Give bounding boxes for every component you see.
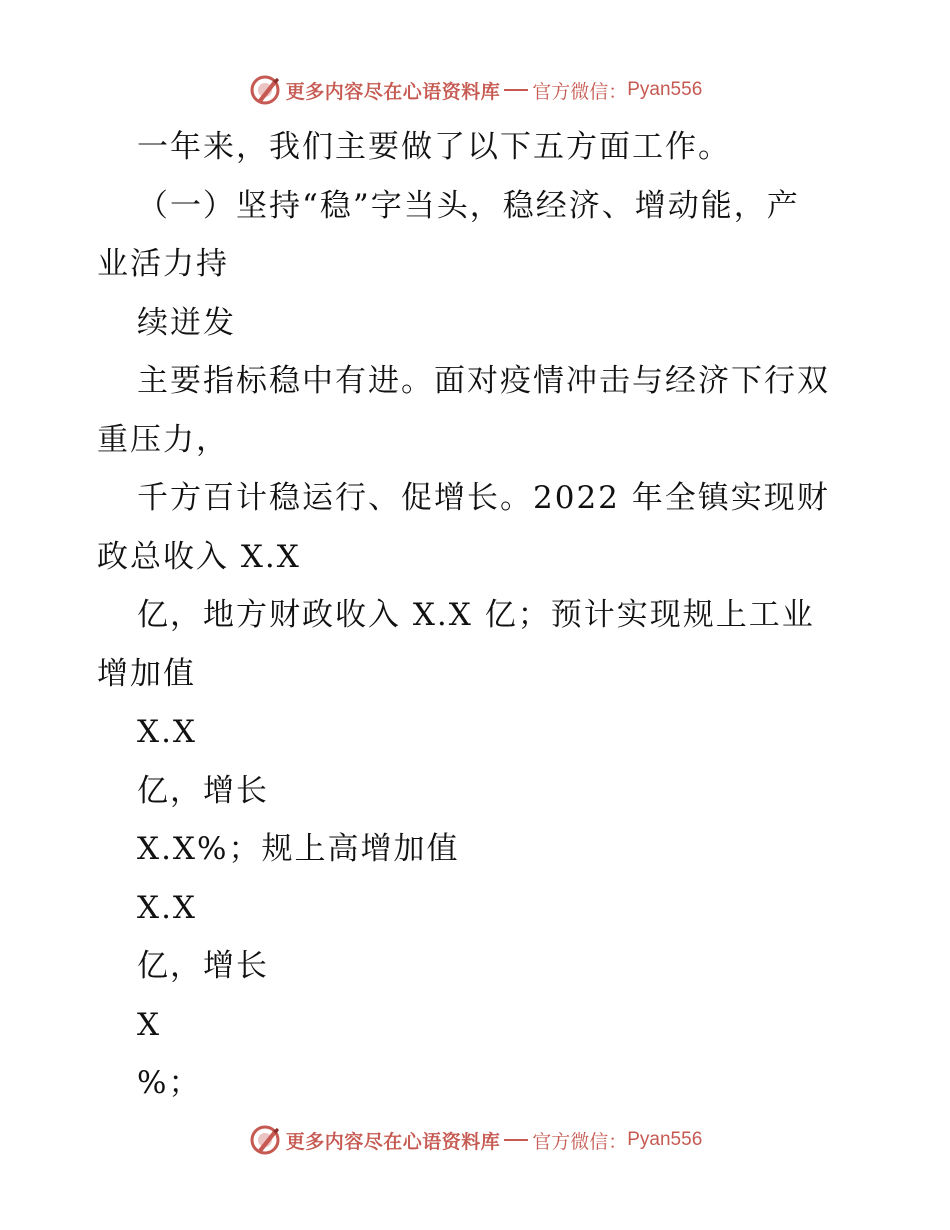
watermark-text: 更多内容尽在心语资料库 [285, 1130, 501, 1153]
watermark-dash [504, 1139, 528, 1141]
text-line: 业活力持 [97, 246, 229, 282]
text-line: X.X%；规上高增加值 [137, 831, 460, 867]
text-line: %； [137, 1065, 202, 1101]
watermark-text: 更多内容尽在心语资料库 [285, 80, 501, 103]
text-line: 主要指标稳中有进。面对疫情冲击与经济下行双 [137, 363, 830, 399]
document-body [97, 118, 857, 1113]
text-line: 重压力， [97, 421, 229, 458]
text-line: 亿，地方财政收入 X.X 亿；预计实现规上工业 [137, 597, 815, 633]
watermark-wechat-id: Pyan556 [627, 1129, 703, 1150]
text-line: 政总收入 X.X [97, 538, 301, 575]
pen-circle-icon [248, 1123, 282, 1157]
watermark-label: 官方微信： [532, 1130, 628, 1153]
header-watermark [0, 70, 950, 110]
text-line: X.X [137, 889, 197, 926]
text-line: 一年来，我们主要做了以下五方面工作。 [137, 129, 731, 165]
footer-watermark [0, 1120, 950, 1160]
text-line: X [137, 1006, 162, 1043]
text-line: 续迸发 [137, 304, 236, 341]
text-line: 亿，增长 [137, 948, 269, 984]
pen-circle-icon [248, 73, 282, 107]
section-heading: （一）坚持“稳”字当头，稳经济、增动能，产 [137, 187, 800, 224]
text-line: 增加值 [97, 655, 196, 692]
watermark-dash [504, 89, 528, 91]
text-line: 千方百计稳运行、促增长。2022 年全镇实现财 [137, 480, 830, 516]
watermark-wechat-id: Pyan556 [627, 79, 703, 100]
text-line: X.X [137, 714, 197, 750]
watermark-label: 官方微信： [532, 80, 628, 103]
text-line: 亿，增长 [137, 772, 269, 809]
